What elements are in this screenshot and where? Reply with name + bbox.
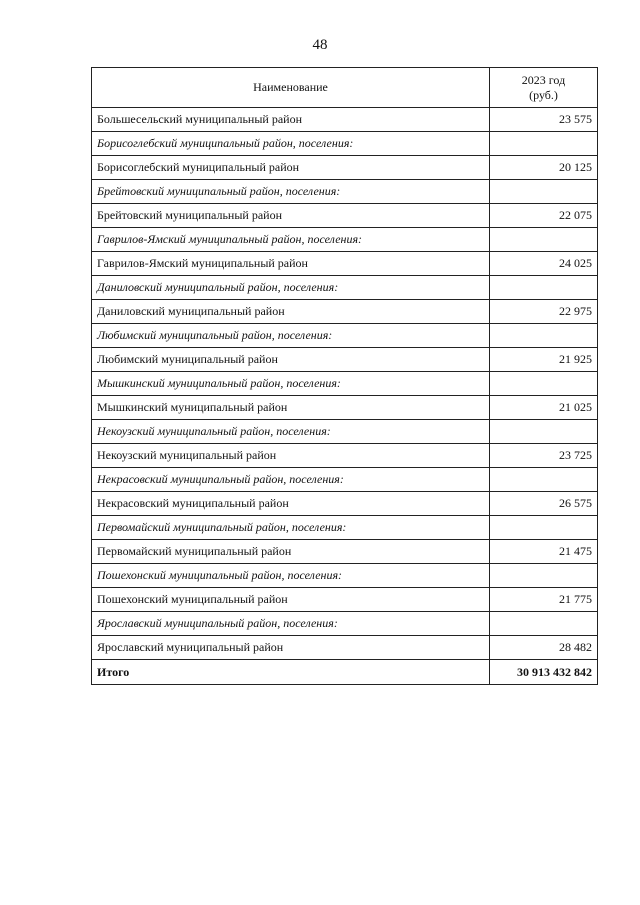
settlement-header-row (92, 180, 598, 204)
row-value (490, 276, 598, 300)
settlement-header-row (92, 516, 598, 540)
settlement-header-row (92, 468, 598, 492)
row-name: Большесельский муниципальный район (92, 108, 490, 132)
settlement-header-row (92, 324, 598, 348)
row-name: Некрасовский муниципальный район (92, 492, 490, 516)
page-number: 48 (312, 37, 328, 53)
row-name: Пошехонский муниципальный район, поселения: (92, 564, 490, 588)
table-row (92, 636, 598, 660)
table-row (92, 156, 598, 180)
row-name: Мышкинский муниципальный район, поселения: (92, 372, 490, 396)
row-value: 21 025 (490, 396, 598, 420)
settlement-header-row (92, 612, 598, 636)
total-row (92, 660, 598, 685)
row-value: 22 075 (490, 204, 598, 228)
settlement-header-row (92, 132, 598, 156)
row-value: 26 575 (490, 492, 598, 516)
row-value: 28 482 (490, 636, 598, 660)
row-name: Гаврилов-Ямский муниципальный район (92, 252, 490, 276)
row-name: Некоузский муниципальный район, поселения: (92, 420, 490, 444)
table-row (92, 300, 598, 324)
row-value: 21 475 (490, 540, 598, 564)
total-value: 30 913 432 842 (490, 660, 598, 685)
settlement-header-row (92, 276, 598, 300)
row-value (490, 420, 598, 444)
row-name: Брейтовский муниципальный район, поселения: (92, 180, 490, 204)
row-value: 23 725 (490, 444, 598, 468)
row-value: 23 575 (490, 108, 598, 132)
row-name: Брейтовский муниципальный район (92, 204, 490, 228)
row-value (490, 612, 598, 636)
table-row (92, 540, 598, 564)
table-row (92, 492, 598, 516)
table-row (92, 588, 598, 612)
row-value (490, 372, 598, 396)
row-name: Борисоглебский муниципальный район (92, 156, 490, 180)
table-body (92, 108, 598, 660)
row-value (490, 516, 598, 540)
budget-table (91, 67, 598, 685)
settlement-header-row (92, 372, 598, 396)
settlement-header-row (92, 564, 598, 588)
row-value (490, 324, 598, 348)
row-name: Любимский муниципальный район, поселения: (92, 324, 490, 348)
row-name: Первомайский муниципальный район, поселения: (92, 516, 490, 540)
table-header-row (92, 68, 598, 108)
row-value: 21 775 (490, 588, 598, 612)
row-name: Любимский муниципальный район (92, 348, 490, 372)
table-row (92, 108, 598, 132)
row-name: Пошехонский муниципальный район (92, 588, 490, 612)
row-value (490, 132, 598, 156)
row-name: Ярославский муниципальный район (92, 636, 490, 660)
row-name: Некоузский муниципальный район (92, 444, 490, 468)
settlement-header-row (92, 228, 598, 252)
column-header-name: Наименование (92, 68, 490, 108)
table-row (92, 204, 598, 228)
row-value: 20 125 (490, 156, 598, 180)
row-name: Даниловский муниципальный район, поселения: (92, 276, 490, 300)
column-header-year-unit: (руб.) (529, 87, 558, 102)
row-name: Борисоглебский муниципальный район, поселения: (92, 132, 490, 156)
row-value: 24 025 (490, 252, 598, 276)
row-name: Даниловский муниципальный район (92, 300, 490, 324)
row-name: Первомайский муниципальный район (92, 540, 490, 564)
table-row (92, 348, 598, 372)
row-value: 22 975 (490, 300, 598, 324)
row-value (490, 180, 598, 204)
column-header-year (490, 68, 598, 108)
row-name: Мышкинский муниципальный район (92, 396, 490, 420)
table-row (92, 444, 598, 468)
row-value (490, 564, 598, 588)
row-name: Гаврилов-Ямский муниципальный район, поселения: (92, 228, 490, 252)
row-name: Ярославский муниципальный район, поселения: (92, 612, 490, 636)
table-row (92, 396, 598, 420)
column-header-year-line1: 2023 год (521, 72, 566, 87)
table-row (92, 252, 598, 276)
total-label: Итого (92, 660, 490, 685)
row-value (490, 228, 598, 252)
row-value (490, 468, 598, 492)
row-value: 21 925 (490, 348, 598, 372)
row-name: Некрасовский муниципальный район, поселения: (92, 468, 490, 492)
settlement-header-row (92, 420, 598, 444)
